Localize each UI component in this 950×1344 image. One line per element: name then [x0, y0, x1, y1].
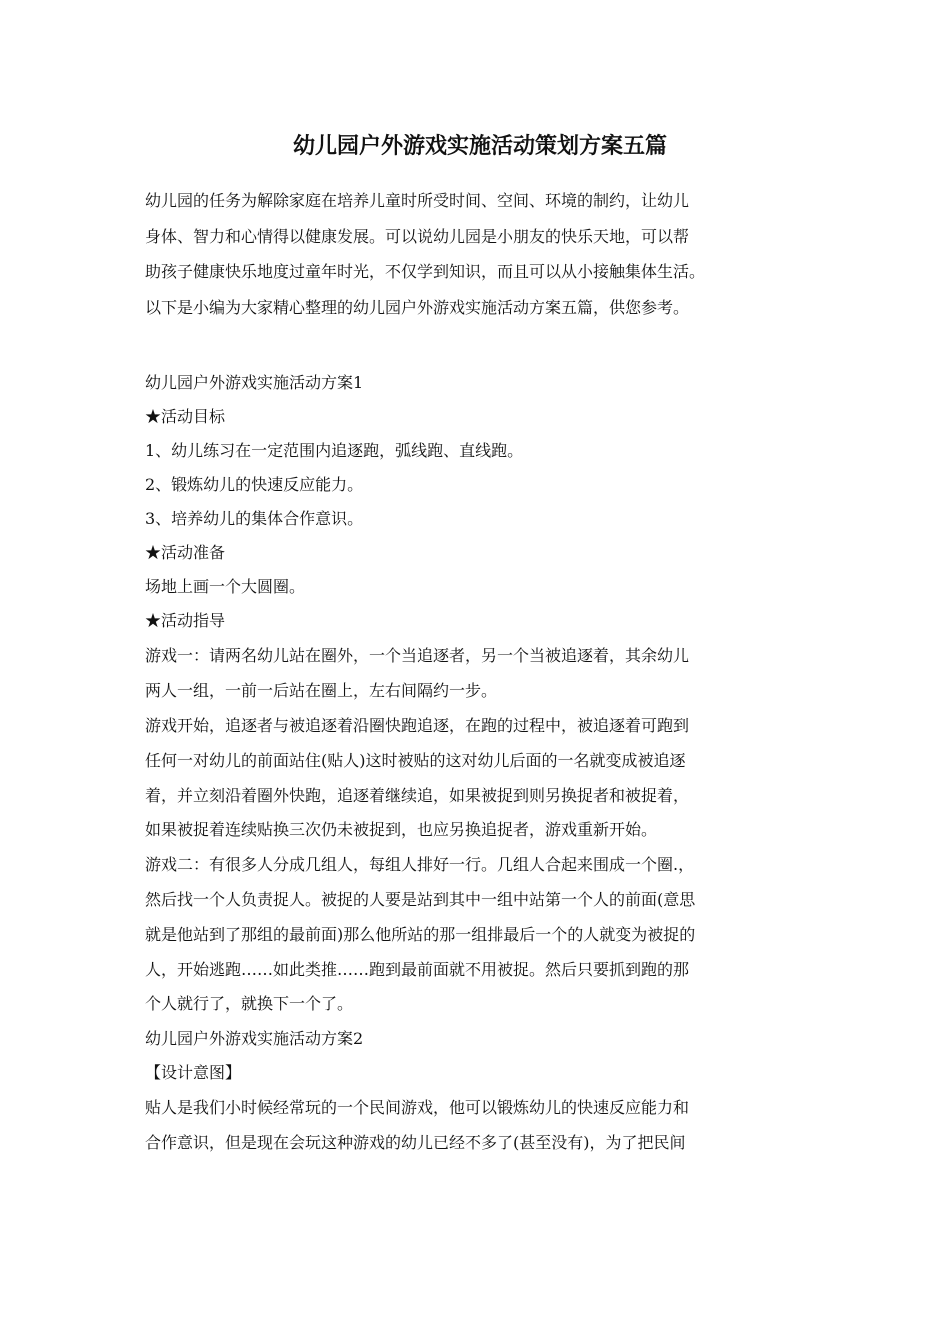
paragraph-line: 然后找一个人负责捉人。被捉的人要是站到其中一组中站第一个人的前面(意思	[145, 890, 696, 909]
intro-line: 以下是小编为大家精心整理的幼儿园户外游戏实施活动方案五篇，供您参考。	[145, 297, 690, 317]
intro-line: 幼儿园的任务为解除家庭在培养儿童时所受时间、空间、环境的制约，让幼儿	[145, 191, 690, 210]
list-item: 2、锻炼幼儿的快速反应能力。	[145, 475, 364, 494]
intro-line: 助孩子健康快乐地度过童年时光，不仅学到知识，而且可以从小接触集体生活。	[145, 262, 706, 281]
section-heading: 幼儿园户外游戏实施活动方案1	[145, 373, 364, 392]
paragraph-line: 贴人是我们小时候经常玩的一个民间游戏，他可以锻炼幼儿的快速反应能力和	[145, 1098, 690, 1117]
paragraph-line: 两人一组，一前一后站在圈上，左右间隔约一步。	[145, 681, 498, 700]
list-item: 1、幼儿练习在一定范围内追逐跑，弧线跑、直线跑。	[145, 441, 524, 460]
paragraph-line: 游戏一：请两名幼儿站在圈外，一个当追逐者，另一个当被追逐着，其余幼儿	[145, 646, 690, 665]
paragraph-line: 着，并立刻沿着圈外快跑，追逐着继续追，如果被捉到则另换捉者和被捉着，	[145, 786, 690, 805]
document-title: 幼儿园户外游戏实施活动策划方案五篇	[292, 133, 667, 159]
paragraph-line: 个人就行了，就换下一个了。	[145, 994, 354, 1013]
paragraph-line: 合作意识，但是现在会玩这种游戏的幼儿已经不多了(甚至没有)，为了把民间	[145, 1133, 686, 1152]
paragraph-line: 任何一对幼儿的前面站住(贴人)这时被贴的这对幼儿后面的一名就变成被追逐	[145, 751, 686, 770]
list-item: 3、培养幼儿的集体合作意识。	[145, 509, 364, 528]
paragraph-line: 如果被捉着连续贴换三次仍未被捉到，也应另换追捉者，游戏重新开始。	[145, 820, 658, 839]
paragraph-line: 游戏二：有很多人分成几组人，每组人排好一行。几组人合起来围成一个圈.，	[145, 855, 695, 874]
document-body	[145, 365, 815, 1160]
section-heading: 幼儿园户外游戏实施活动方案2	[145, 1029, 364, 1048]
subsection-heading: 【设计意图】	[145, 1063, 242, 1082]
paragraph-line: 游戏开始，追逐者与被追逐着沿圈快跑追逐，在跑的过程中，被追逐着可跑到	[145, 716, 690, 735]
intro-line: 身体、智力和心情得以健康发展。可以说幼儿园是小朋友的快乐天地，可以帮	[145, 226, 690, 246]
paragraph-line: 就是他站到了那组的最前面)那么他所站的那一组排最后一个的人就变为被捉的	[145, 925, 696, 944]
intro-paragraph	[145, 183, 815, 325]
paragraph-line: 场地上画一个大圆圈。	[145, 577, 306, 596]
subsection-heading: ★活动准备	[145, 543, 226, 562]
paragraph-line: 人，开始逃跑……如此类推……跑到最前面就不用被捉。然后只要抓到跑的那	[145, 960, 690, 979]
subsection-heading: ★活动指导	[145, 611, 226, 630]
subsection-heading: ★活动目标	[145, 407, 226, 426]
